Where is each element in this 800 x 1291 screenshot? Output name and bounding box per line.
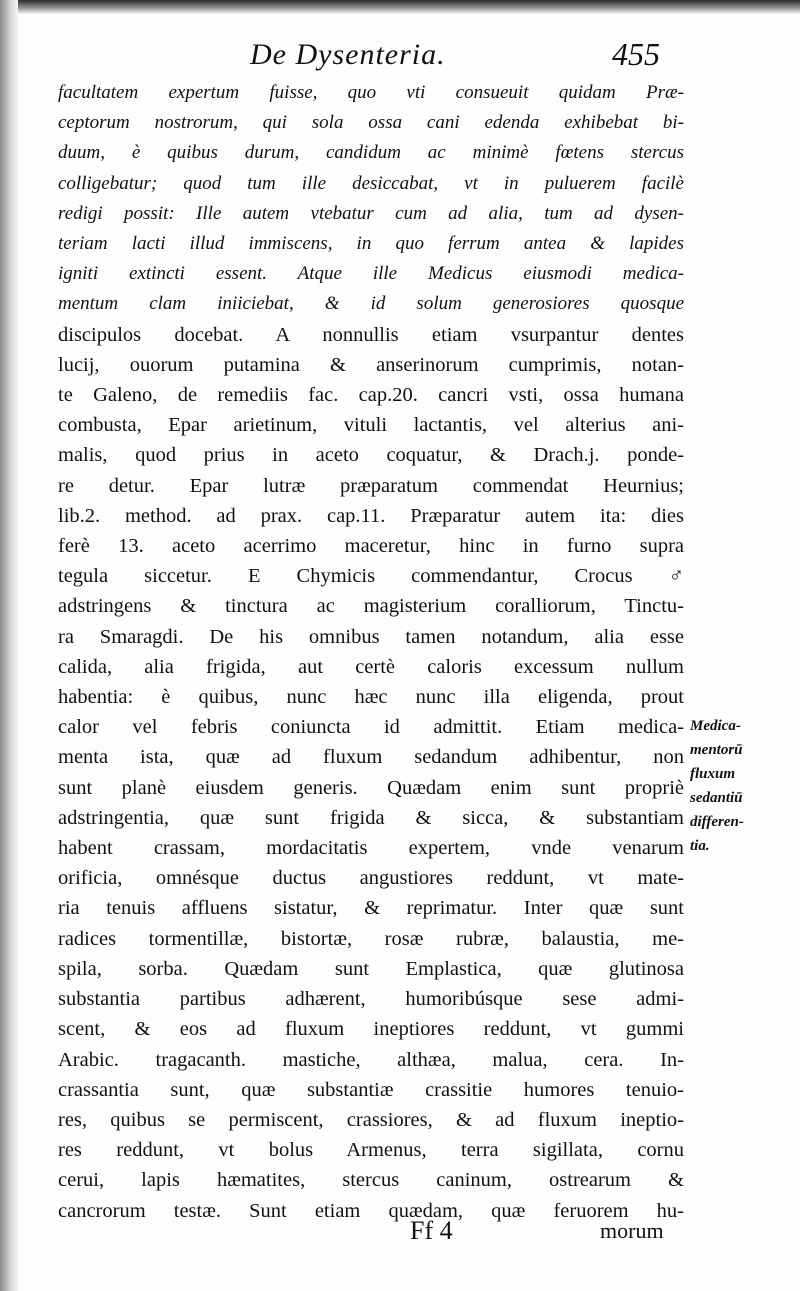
- text-line: orificia, omnésque ductus angustiores reddunt, vt mate-: [58, 867, 684, 890]
- text-line: colligebatur; quod tum ille desiccabat, vt in puluerem facilè: [58, 172, 684, 194]
- text-line: igniti extincti essent. Atque ille Medicus eiusmodi medica-: [58, 263, 684, 285]
- text-line: teriam lacti illud immiscens, in quo ferrum antea & lapides: [58, 233, 684, 255]
- marginal-note-line: tia.: [690, 838, 710, 854]
- text-line: tegula siccetur. E Chymicis commendantur, Crocus ♂: [58, 565, 684, 588]
- text-line: ceptorum nostrorum, qui sola ossa cani edenda exhibebat bi-: [58, 112, 684, 134]
- text-line: scent, & eos ad fluxum ineptiores reddunt, vt gummi: [58, 1018, 684, 1041]
- page-number: 455: [612, 36, 660, 72]
- text-line: duum, è quibus durum, candidum ac minimè fœtens stercus: [58, 142, 684, 164]
- page-top-edge: [0, 0, 800, 14]
- text-line: lucij, ouorum putamina & anserinorum cumprimis, notan-: [58, 353, 684, 376]
- marginal-note-line: sedantiū: [690, 790, 743, 806]
- text-line: redigi possit: Ille autem vtebatur cum ad alia, tum ad dysen-: [58, 202, 684, 224]
- text-line: habentia: è quibus, nunc hæc nunc illa eligenda, prout: [58, 686, 684, 709]
- text-line: cancrorum testæ. Sunt etiam quædam, quæ feruorem hu-: [58, 1199, 684, 1222]
- text-line: substantia partibus adhærent, humoribúsque sese admi-: [58, 988, 684, 1011]
- text-line: facultatem expertum fuisse, quo vti consueuit quidam Præ-: [58, 82, 684, 103]
- text-line: sunt planè eiusdem generis. Quædam enim sunt propriè: [58, 776, 684, 799]
- text-line: spila, sorba. Quædam sunt Emplastica, quæ glutinosa: [58, 957, 684, 980]
- text-line: lib.2. method. ad prax. cap.11. Præparatur autem ita: dies: [58, 504, 684, 527]
- text-line: radices tormentillæ, bistortæ, rosæ rubræ, balaustia, me-: [58, 927, 684, 950]
- text-line: te Galeno, de remediis fac. cap.20. cancri vsti, ossa humana: [58, 384, 684, 407]
- text-line: ria tenuis affluens sistatur, & reprimatur. Inter quæ sunt: [58, 897, 684, 920]
- text-line: Arabic. tragacanth. mastiche, althæa, malua, cera. In-: [58, 1048, 684, 1071]
- marginal-note-line: fluxum: [690, 766, 736, 782]
- text-line: crassantia sunt, quæ substantiæ crassitie humores tenuio-: [58, 1078, 684, 1101]
- marginal-note: [690, 714, 800, 858]
- text-line: discipulos docebat. A nonnullis etiam vsurpantur dentes: [58, 323, 684, 346]
- text-line: res reddunt, vt bolus Armenus, terra sigillata, cornu: [58, 1139, 684, 1162]
- page-gutter-shadow: [0, 0, 18, 1291]
- text-line: combusta, Epar arietinum, vituli lactantis, vel alterius ani-: [58, 414, 684, 437]
- text-line: cerui, lapis hæmatites, stercus caninum, ostrearum &: [58, 1169, 684, 1192]
- running-header-title: De Dysenteria.: [250, 38, 446, 71]
- text-line: re detur. Epar lutræ præparatum commendat Heurnius;: [58, 474, 684, 497]
- text-line: calida, alia frigida, aut certè caloris excessum nullum: [58, 655, 684, 678]
- text-line: adstringentia, quæ sunt frigida & sicca, & substantiam: [58, 806, 684, 829]
- marginal-note-line: differen-: [690, 814, 744, 830]
- text-line: calor vel febris coniuncta id admittit. Etiam medica-: [58, 716, 684, 739]
- text-line: malis, quod prius in aceto coquatur, & Drach.j. ponde-: [58, 444, 684, 467]
- marginal-note-line: mentorū: [690, 742, 743, 758]
- text-line: habent crassam, mordacitatis expertem, vnde venarum: [58, 837, 684, 860]
- text-line: mentum clam iniiciebat, & id solum generosiores quosque: [58, 293, 684, 315]
- catchword: morum: [600, 1218, 664, 1243]
- text-line: adstringens & tinctura ac magisterium coralliorum, Tinctu-: [58, 595, 684, 618]
- text-line: res, quibus se permiscent, crassiores, & ad fluxum ineptio-: [58, 1108, 684, 1131]
- text-line: ra Smaragdi. De his omnibus tamen notandum, alia esse: [58, 625, 684, 648]
- body-text: [58, 78, 684, 1226]
- marginal-note-line: Medica-: [690, 718, 741, 734]
- text-line: menta ista, quæ ad fluxum sedandum adhibentur, non: [58, 746, 684, 769]
- text-line: ferè 13. aceto acerrimo maceretur, hinc in furno supra: [58, 535, 684, 558]
- signature-mark: Ff 4: [410, 1216, 453, 1245]
